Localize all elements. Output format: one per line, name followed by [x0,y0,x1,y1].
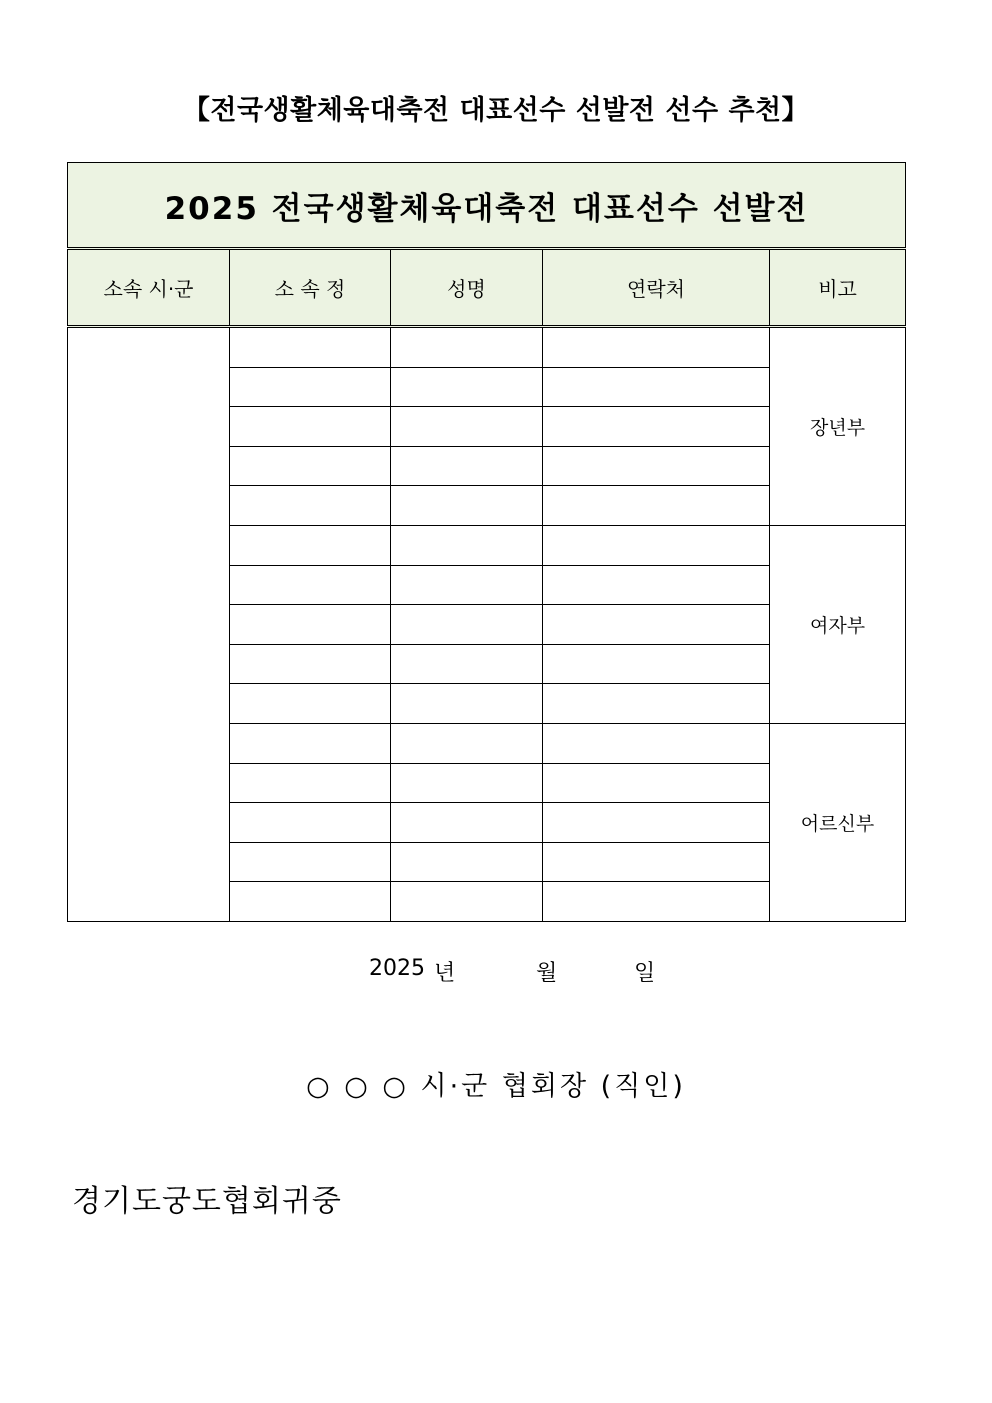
signer-line: ○ ○ ○ 시·군 협회장 (직인) [306,1071,686,1102]
header-contact: 연락처 [543,249,770,327]
date-line [0,956,992,986]
recipient-line: 경기도궁도협회귀중 [72,1184,342,1219]
contact-cell[interactable] [543,525,770,565]
affiliation-cell[interactable] [230,644,391,684]
group-label: 여자부 [770,525,906,723]
contact-cell[interactable] [543,565,770,605]
contact-cell[interactable] [543,842,770,882]
name-cell[interactable] [391,803,543,843]
date-month-unit: 월 [536,961,558,986]
name-cell[interactable] [391,723,543,763]
table-row [68,327,906,368]
date-day-unit: 일 [634,961,656,986]
contact-cell[interactable] [543,605,770,645]
affiliation-cell[interactable] [230,327,391,368]
date-year: 2025 [369,956,425,981]
name-cell[interactable] [391,367,543,407]
table-banner: 2025 전국생활체육대축전 대표선수 선발전 [68,163,906,249]
name-cell[interactable] [391,763,543,803]
affiliation-cell[interactable] [230,842,391,882]
date-year-unit: 년 [434,961,456,986]
group-label: 장년부 [770,327,906,526]
name-cell[interactable] [391,605,543,645]
affiliation-cell[interactable] [230,446,391,486]
region-input-cell[interactable] [68,327,230,922]
contact-cell[interactable] [543,723,770,763]
affiliation-cell[interactable] [230,723,391,763]
name-cell[interactable] [391,882,543,922]
recommendation-table [67,162,906,922]
header-affiliation: 소 속 정 [230,249,391,327]
affiliation-cell[interactable] [230,803,391,843]
name-cell[interactable] [391,842,543,882]
header-name: 성명 [391,249,543,327]
affiliation-cell[interactable] [230,367,391,407]
name-cell[interactable] [391,525,543,565]
contact-cell[interactable] [543,407,770,447]
contact-cell[interactable] [543,446,770,486]
header-region: 소속 시·군 [68,249,230,327]
affiliation-cell[interactable] [230,605,391,645]
name-cell[interactable] [391,565,543,605]
contact-cell[interactable] [543,486,770,526]
contact-cell[interactable] [543,644,770,684]
contact-cell[interactable] [543,684,770,724]
affiliation-cell[interactable] [230,486,391,526]
affiliation-cell[interactable] [230,565,391,605]
contact-cell[interactable] [543,882,770,922]
name-cell[interactable] [391,644,543,684]
contact-cell[interactable] [543,763,770,803]
name-cell[interactable] [391,486,543,526]
group-label: 어르신부 [770,723,906,921]
affiliation-cell[interactable] [230,525,391,565]
name-cell[interactable] [391,684,543,724]
document-title: 【전국생활체육대축전 대표선수 선발전 선수 추천】 [182,95,810,126]
affiliation-cell[interactable] [230,763,391,803]
name-cell[interactable] [391,407,543,447]
name-cell[interactable] [391,446,543,486]
name-cell[interactable] [391,327,543,368]
affiliation-cell[interactable] [230,684,391,724]
affiliation-cell[interactable] [230,882,391,922]
contact-cell[interactable] [543,803,770,843]
contact-cell[interactable] [543,327,770,368]
header-remarks: 비고 [770,249,906,327]
affiliation-cell[interactable] [230,407,391,447]
contact-cell[interactable] [543,367,770,407]
